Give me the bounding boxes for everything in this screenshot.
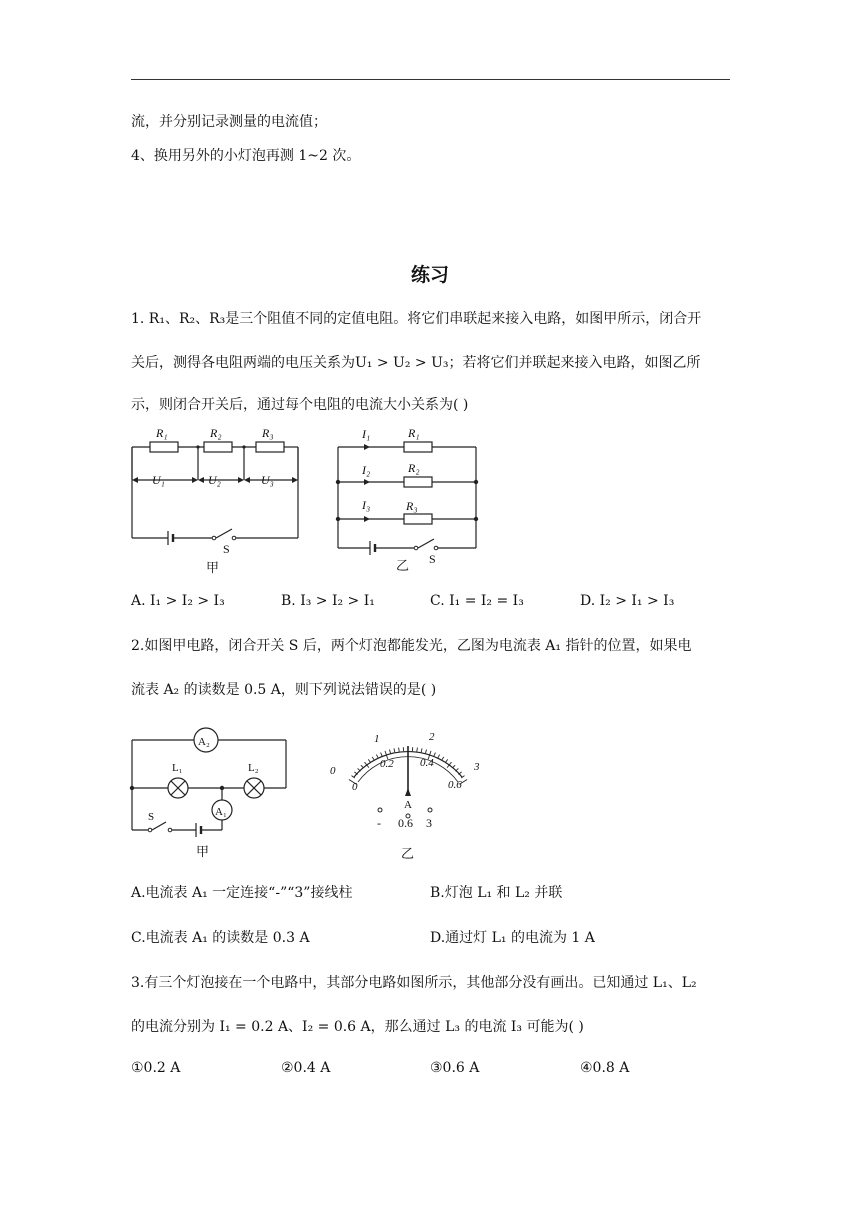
q1-yi-r3-label: R₃ xyxy=(406,499,418,513)
dial-inner-1: 0.2 xyxy=(380,758,394,770)
dial-inner-2: 0.4 xyxy=(420,757,434,769)
q1-jia-caption: 甲 xyxy=(206,560,220,575)
intro-line-1: 流，并分别记录测量的电流值； xyxy=(131,114,327,130)
q1-option-b[interactable]: B. I₃ > I₂ > I₁ xyxy=(281,593,375,609)
q1-yi-i2-label: I₂ xyxy=(362,463,371,477)
q1-option-c[interactable]: C. I₁ = I₂ = I₃ xyxy=(430,593,524,609)
q1-yi-r2-label: R₂ xyxy=(408,461,420,475)
q2-jia-ammeter-a1: A₁ xyxy=(215,806,227,818)
q2-line-2: 流表 A₂ 的读数是 0.5 A，则下列说法错误的是( ) xyxy=(131,682,437,698)
dial-tick xyxy=(442,757,444,761)
q3-option-1[interactable]: ①0.2 A xyxy=(131,1060,181,1076)
q2-option-b[interactable]: B.灯泡 L₁ 和 L₂ 并联 xyxy=(430,885,563,901)
q2-jia-lamp-l1: L₁ xyxy=(172,762,183,774)
q1-jia-r3-label: R₃ xyxy=(262,426,274,440)
dial-tick xyxy=(368,759,370,762)
q1-figure-series-circuit xyxy=(128,420,308,575)
dial-pointer-label: A xyxy=(404,799,412,811)
dial-terminal-06: 0.6 xyxy=(398,816,413,830)
q1-yi-switch-label: S xyxy=(429,552,436,566)
dial-tick xyxy=(426,750,427,754)
dial-tick xyxy=(381,753,383,757)
dial-tick xyxy=(399,748,400,752)
dial-tick xyxy=(372,757,374,761)
q2-jia-switch-label: S xyxy=(148,811,155,823)
q1-yi-i3-label: I₃ xyxy=(362,498,371,512)
dial-inner-0: 0 xyxy=(352,781,358,793)
header-rule xyxy=(131,79,730,80)
q1-jia-u2-label: U₂ xyxy=(208,473,221,487)
q1-option-a[interactable]: A. I₁ > I₂ > I₃ xyxy=(131,593,225,609)
q1-jia-u3-label: U₃ xyxy=(261,473,274,487)
q3-line-1: 3.有三个灯泡接在一个电路中，其部分电路如图所示，其他部分没有画出。已知通过 L₁、L₂ xyxy=(131,975,697,991)
q3-option-2[interactable]: ②0.4 A xyxy=(281,1060,331,1076)
q1-jia-switch-label: S xyxy=(223,542,230,556)
dial-tick xyxy=(361,765,364,768)
q1-jia-r1-label: R₁ xyxy=(156,426,168,440)
intro-line-2: 4、换用另外的小灯泡再测 1~2 次。 xyxy=(131,148,361,164)
q1-yi-i1-label: I₁ xyxy=(362,427,371,441)
q1-figure-parallel-circuit xyxy=(334,420,494,575)
q1-yi-caption: 乙 xyxy=(396,558,410,573)
dial-tick xyxy=(421,748,422,752)
dial-terminal-minus: - xyxy=(377,816,381,830)
q3-option-4[interactable]: ④0.8 A xyxy=(580,1060,630,1076)
dial-tick xyxy=(445,759,447,762)
q1-line-2: 关后，测得各电阻两端的电压关系为U₁ > U₂ > U₃；若将它们并联起来接入电路，如图乙所 xyxy=(131,355,701,371)
q2-line-1: 2.如图甲电路，闭合开关 S 后，两个灯泡都能发光，乙图为电流表 A₁ 指针的位置，如果电 xyxy=(131,638,692,654)
dial-outer-1: 1 xyxy=(374,733,380,745)
q2-option-d[interactable]: D.通过灯 L₁ 的电流为 1 A xyxy=(430,930,595,946)
q1-line-3: 示，则闭合开关后，通过每个电阻的电流大小关系为( ) xyxy=(131,397,469,413)
q2-jia-lamp-l2: L₂ xyxy=(248,762,259,774)
q2-option-c[interactable]: C.电流表 A₁ 的读数是 0.3 A xyxy=(131,930,310,946)
q2-jia-caption: 甲 xyxy=(196,844,210,859)
q1-line-1: 1. R₁、R₂、R₃是三个阻值不同的定值电阻。将它们串联起来接入电路，如图甲所示，闭合开 xyxy=(131,311,702,327)
q2-figure-ammeter-dial xyxy=(328,722,488,867)
q2-yi-caption: 乙 xyxy=(401,846,415,861)
dial-tick xyxy=(417,748,418,752)
section-title: 练习 xyxy=(410,264,449,286)
dial-outer-3: 3 xyxy=(474,761,480,773)
dial-inner-3: 0.6 xyxy=(448,779,462,791)
q3-line-2: 的电流分别为 I₁ = 0.2 A、I₂ = 0.6 A，那么通过 L₃ 的电流 I₃ 可能为( ) xyxy=(131,1019,584,1035)
dial-tick xyxy=(434,753,436,757)
q1-jia-r2-label: R₂ xyxy=(210,426,222,440)
dial-tick xyxy=(452,765,455,768)
q3-option-3[interactable]: ③0.6 A xyxy=(430,1060,480,1076)
q2-option-a[interactable]: A.电流表 A₁ 一定连接“-”“3”接线柱 xyxy=(131,885,353,901)
dial-tick xyxy=(438,755,440,759)
dial-outer-0: 0 xyxy=(330,765,336,777)
dial-tick xyxy=(390,750,391,754)
dial-tick xyxy=(376,755,378,759)
q1-option-d[interactable]: D. I₂ > I₁ > I₃ xyxy=(580,593,675,609)
dial-outer-2: 2 xyxy=(429,731,435,743)
dial-tick xyxy=(394,748,395,752)
q1-jia-u1-label: U₁ xyxy=(152,473,165,487)
q2-figure-circuit xyxy=(126,718,296,868)
q2-jia-ammeter-a2: A₂ xyxy=(198,736,210,748)
dial-terminal-3: 3 xyxy=(426,816,432,830)
q1-yi-r1-label: R₁ xyxy=(408,426,420,440)
